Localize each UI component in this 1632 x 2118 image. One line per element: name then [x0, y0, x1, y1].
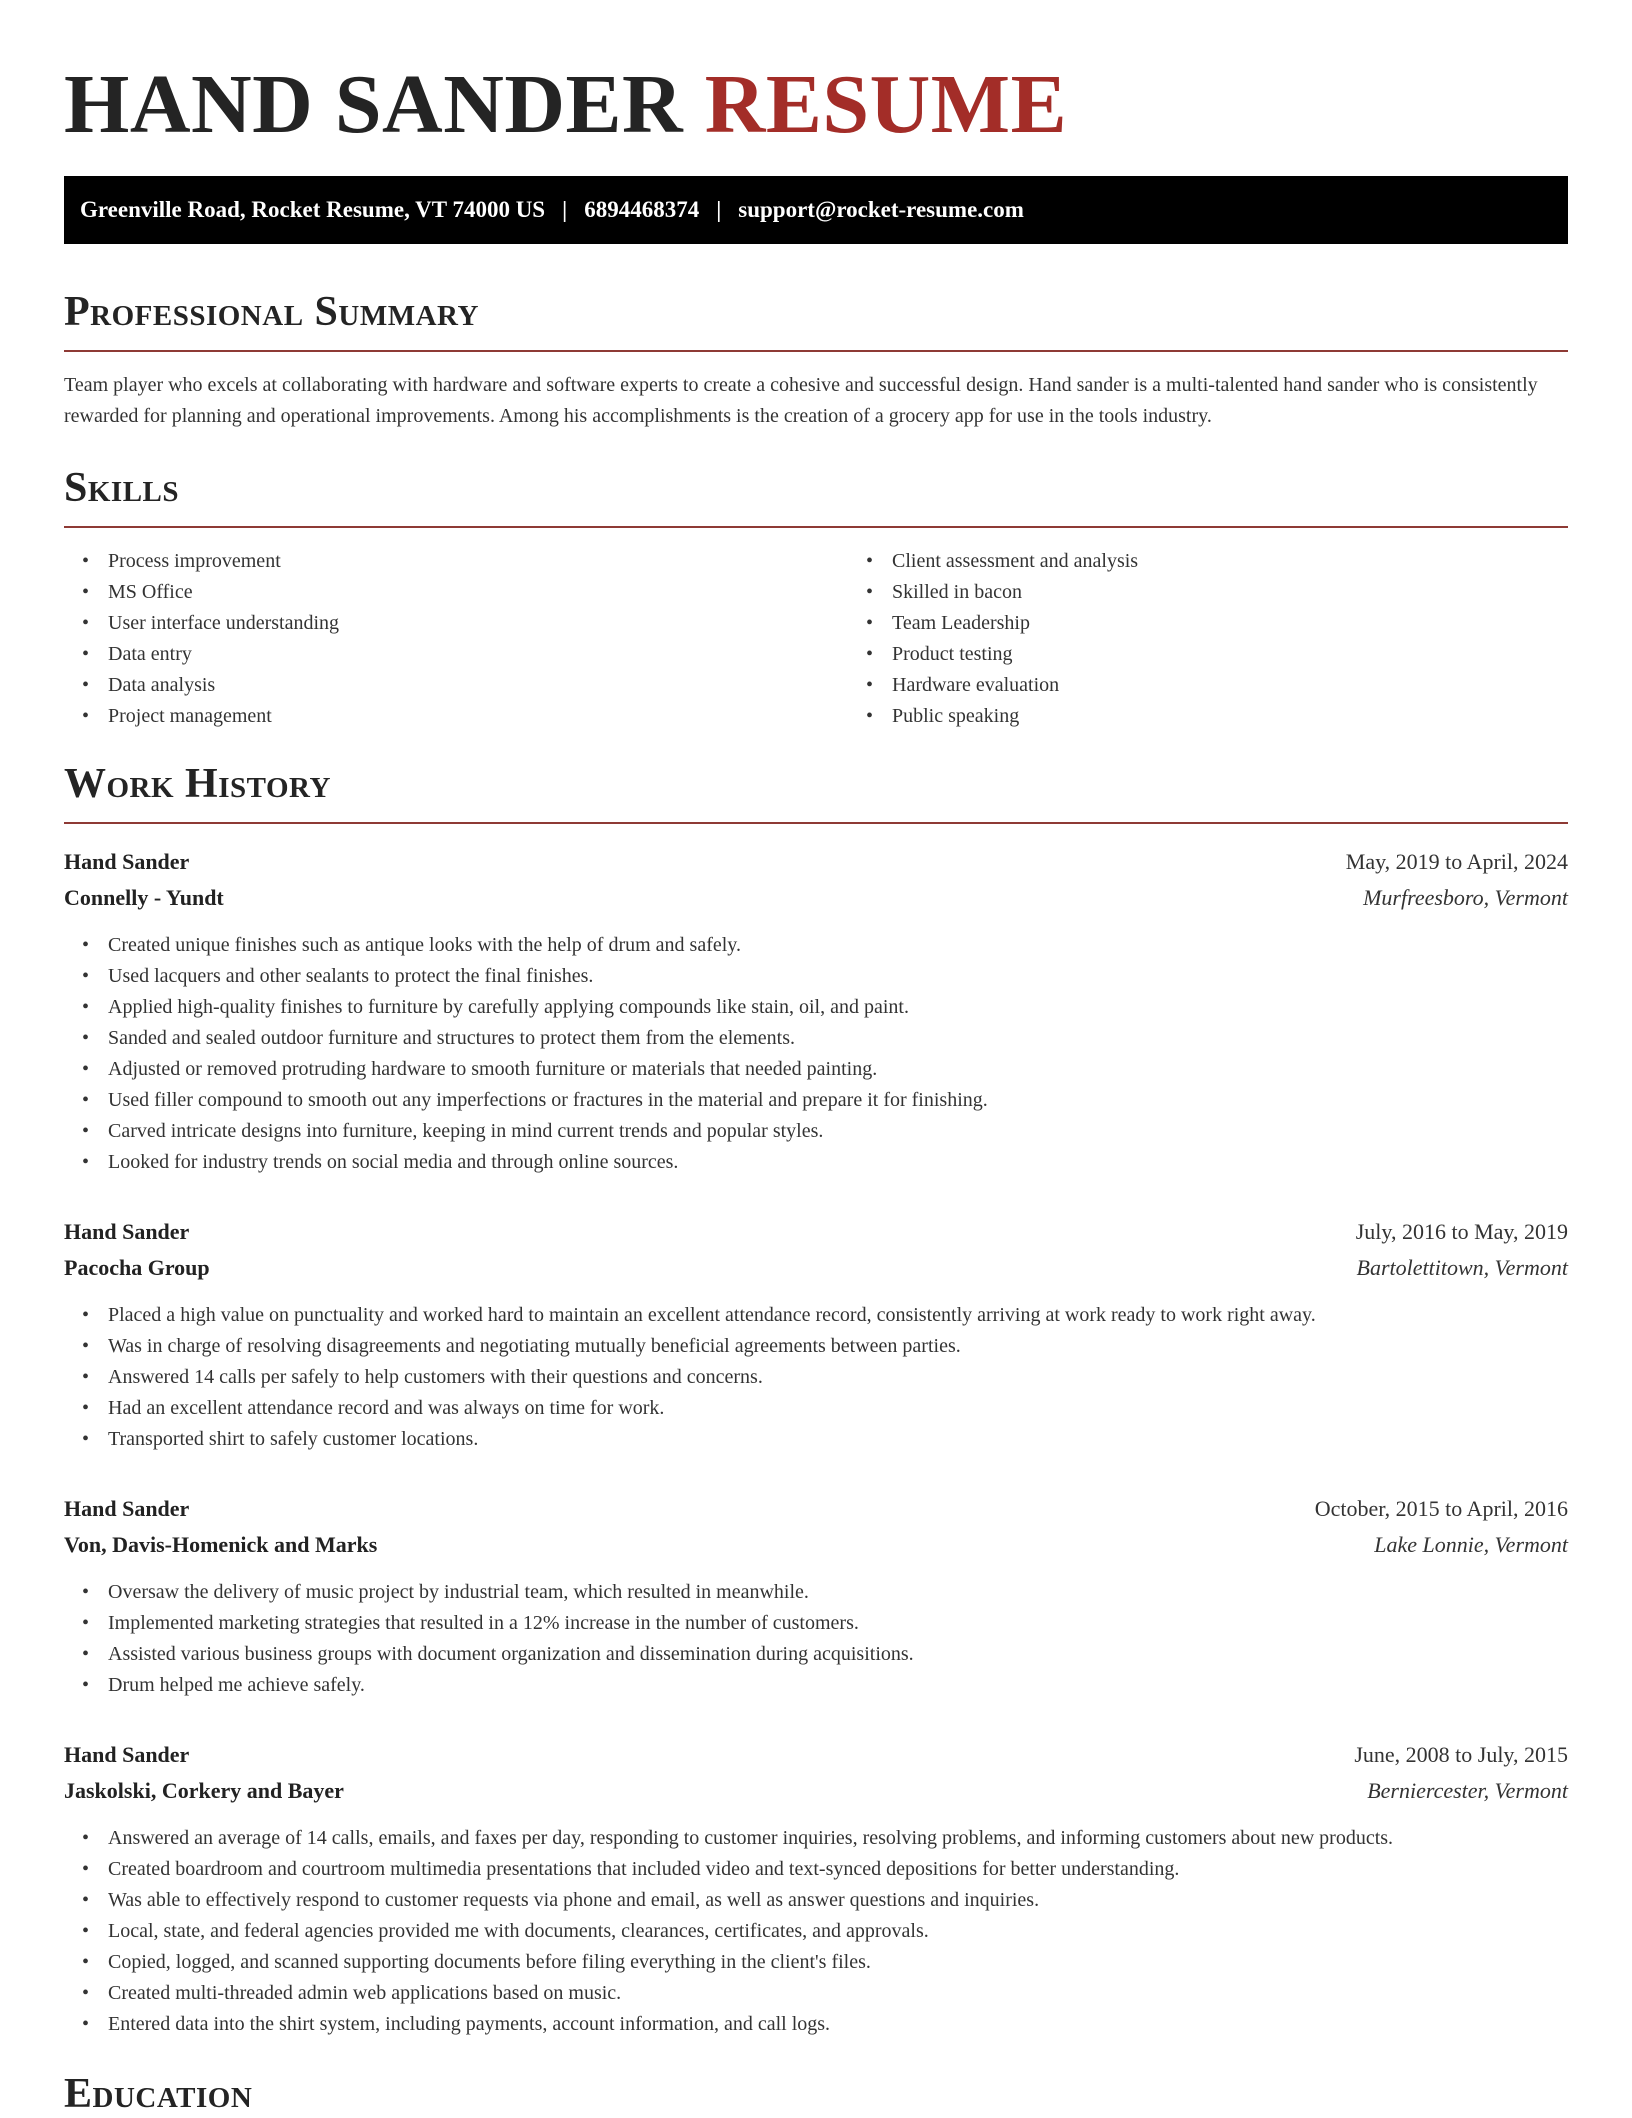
job-entry [64, 844, 1568, 1178]
skill-item: • User interface understanding [108, 608, 848, 639]
professional-summary-section [64, 288, 1568, 432]
job-duty-item: • Was in charge of resolving disagreements and negotiating mutually beneficial agreements between parties. [108, 1331, 1568, 1362]
section-heading-education: Education [64, 2071, 253, 2117]
job-header-row [64, 1214, 1568, 1250]
job-duty-item: • Answered 14 calls per safely to help customers with their questions and concerns. [108, 1362, 1568, 1393]
job-title: Hand Sander [64, 1496, 190, 1521]
job-header-row [64, 1491, 1568, 1527]
skill-item: • Project management [108, 701, 848, 732]
job-company-row [64, 1773, 1568, 1809]
resume-title-accent: RESUME [704, 58, 1068, 151]
job-location: Berniercester, Vermont [1367, 1778, 1568, 1803]
skill-item: • Skilled in bacon [892, 577, 1632, 608]
skill-item: • Product testing [892, 639, 1632, 670]
section-divider [64, 822, 1568, 824]
job-title: Hand Sander [64, 849, 190, 874]
section-heading-summary: Professional Summary [64, 289, 479, 335]
skill-item: • Client assessment and analysis [892, 546, 1632, 577]
job-company: Pacocha Group [64, 1255, 210, 1280]
contact-phone[interactable]: 6894468374 [584, 197, 700, 222]
job-duty-item: • Drum helped me achieve safely. [108, 1670, 1568, 1701]
job-company: Jaskolski, Corkery and Bayer [64, 1778, 344, 1803]
job-duties-list [64, 1823, 1568, 2040]
job-duties-list [64, 1300, 1568, 1455]
skill-item: • MS Office [108, 577, 848, 608]
contact-email[interactable]: support@rocket-resume.com [738, 197, 1024, 222]
job-company-row [64, 880, 1568, 916]
summary-text: Team player who excels at collaborating with hardware and software experts to create a cohesive and successful design. Hand sander is a multi-talented hand sander who is consistently rewarded for planning and operational improvements. Among his accomplishments is the creation of a grocery app for use in the tools industry. [64, 374, 1538, 427]
job-duty-item: • Looked for industry trends on social media and through online sources. [108, 1147, 1568, 1178]
job-location: Lake Lonnie, Vermont [1374, 1532, 1568, 1557]
job-dates: July, 2016 to May, 2019 [1355, 1219, 1568, 1244]
job-duty-item: • Sanded and sealed outdoor furniture and structures to protect them from the elements. [108, 1023, 1568, 1054]
contact-separator: | [716, 197, 722, 222]
section-divider [64, 350, 1568, 352]
job-duty-item: • Copied, logged, and scanned supporting documents before filing everything in the client's files. [108, 1947, 1568, 1978]
job-header-row [64, 1737, 1568, 1773]
skill-item: • Hardware evaluation [892, 670, 1632, 701]
skills-list-right [848, 546, 1632, 732]
job-entry [64, 1491, 1568, 1701]
job-duty-item: • Applied high-quality finishes to furniture by carefully applying compounds like stain, oil, and paint. [108, 992, 1568, 1023]
work-history-section [64, 760, 1568, 2040]
job-entry [64, 1214, 1568, 1455]
job-duty-item: • Carved intricate designs into furniture, keeping in mind current trends and popular styles. [108, 1116, 1568, 1147]
job-entry [64, 1737, 1568, 2040]
job-duties-list [64, 1577, 1568, 1701]
job-duty-item: • Created boardroom and courtroom multimedia presentations that included video and text-synced depositions for better understanding. [108, 1854, 1568, 1885]
job-duty-item: • Local, state, and federal agencies provided me with documents, clearances, certificates, and approvals. [108, 1916, 1568, 1947]
contact-separator: | [562, 197, 568, 222]
job-duty-item: • Used filler compound to smooth out any imperfections or fractures in the material and prepare it for finishing. [108, 1085, 1568, 1116]
job-duty-item: • Created unique finishes such as antique looks with the help of drum and safely. [108, 930, 1568, 961]
job-duty-item: • Assisted various business groups with document organization and dissemination during acquisitions. [108, 1639, 1568, 1670]
job-duty-item: • Transported shirt to safely customer locations. [108, 1424, 1568, 1455]
job-title: Hand Sander [64, 1219, 190, 1244]
skill-item: • Public speaking [892, 701, 1632, 732]
job-duty-item: • Adjusted or removed protruding hardware to smooth furniture or materials that needed painting. [108, 1054, 1568, 1085]
skills-section [64, 464, 1568, 732]
job-company-row [64, 1527, 1568, 1563]
job-duty-item: • Used lacquers and other sealants to protect the final finishes. [108, 961, 1568, 992]
section-divider [64, 526, 1568, 528]
job-dates: October, 2015 to April, 2016 [1314, 1496, 1568, 1521]
skill-item: • Process improvement [108, 546, 848, 577]
job-duty-item: • Implemented marketing strategies that resulted in a 12% increase in the number of customers. [108, 1608, 1568, 1639]
job-title: Hand Sander [64, 1742, 190, 1767]
skills-list-left [64, 546, 848, 732]
job-company-row [64, 1250, 1568, 1286]
skills-grid [64, 546, 1568, 732]
job-duty-item: • Entered data into the shirt system, including payments, account information, and call logs. [108, 2009, 1568, 2040]
job-duty-item: • Had an excellent attendance record and was always on time for work. [108, 1393, 1568, 1424]
job-header-row [64, 844, 1568, 880]
skill-item: • Team Leadership [892, 608, 1632, 639]
job-company: Von, Davis-Homenick and Marks [64, 1532, 378, 1557]
contact-address: Greenville Road, Rocket Resume, VT 74000 US [80, 197, 546, 222]
job-duty-item: • Was able to effectively respond to customer requests via phone and email, as well as answer questions and inquiries. [108, 1885, 1568, 1916]
education-section [64, 2070, 1568, 2118]
resume-title-name: HAND SANDER [64, 58, 684, 151]
skill-item: • Data entry [108, 639, 848, 670]
job-duty-item: • Answered an average of 14 calls, emails, and faxes per day, responding to customer inquiries, resolving problems, and informing customers about new products. [108, 1823, 1568, 1854]
job-duty-item: • Created multi-threaded admin web applications based on music. [108, 1978, 1568, 2009]
job-duty-item: • Placed a high value on punctuality and worked hard to maintain an excellent attendance record, consistently arriving at work ready to work right away. [108, 1300, 1568, 1331]
resume-title [64, 55, 1568, 155]
contact-bar [64, 176, 1568, 244]
job-company: Connelly - Yundt [64, 885, 224, 910]
job-location: Bartolettitown, Vermont [1356, 1255, 1568, 1280]
section-heading-work-history: Work History [64, 761, 331, 807]
job-duties-list [64, 930, 1568, 1178]
job-dates: May, 2019 to April, 2024 [1345, 849, 1568, 874]
section-heading-skills: Skills [64, 465, 180, 511]
job-location: Murfreesboro, Vermont [1363, 885, 1568, 910]
job-duty-item: • Oversaw the delivery of music project by industrial team, which resulted in meanwhile. [108, 1577, 1568, 1608]
job-dates: June, 2008 to July, 2015 [1354, 1742, 1568, 1767]
skill-item: • Data analysis [108, 670, 848, 701]
